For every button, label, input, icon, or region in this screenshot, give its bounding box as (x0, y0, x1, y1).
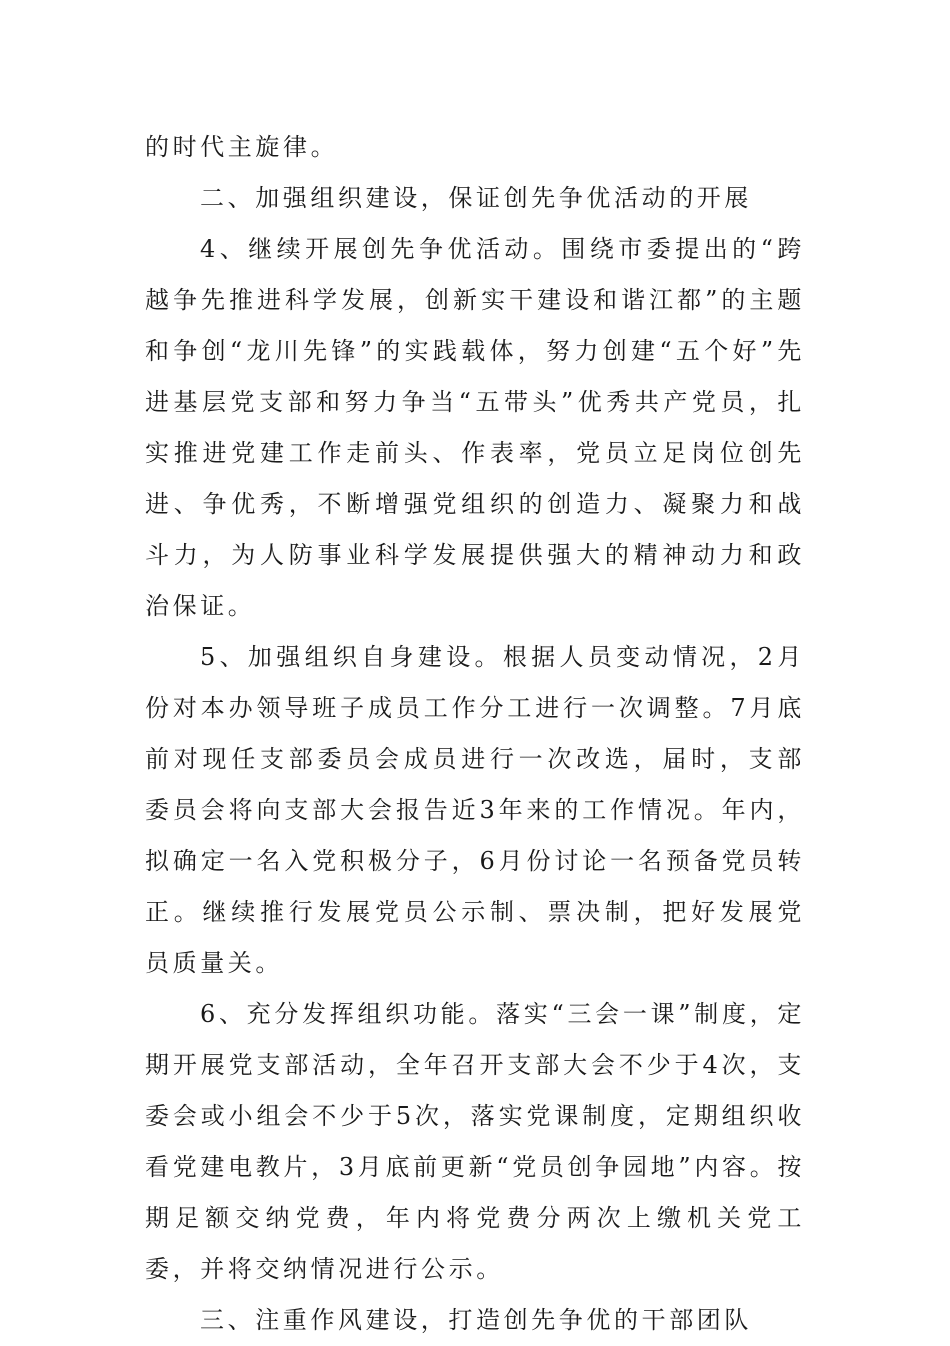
section-heading-2: 二、加强组织建设，保证创先争优活动的开展 (200, 184, 752, 212)
paragraph-item-4: 4、继续开展创先争优活动。围绕市委提出的“跨越争先推进科学发展，创新实干建设和谐江都”的主题和争创“龙川先锋”的实践载体，努力创建“五个好”先进基层党支部和努力争当“五带头”优秀共产党员，扎实推进党建工作走前头、作表率，党员立足岗位创先进、争优秀，不断增强党组织的创造力、凝聚力和战斗力，为人防事业科学发展提供强大的精神动力和政治保证。 (145, 235, 805, 620)
paragraph-continuation: 的时代主旋律。 (145, 133, 339, 161)
section-heading-3: 三、注重作风建设，打造创先争优的干部团队 (200, 1306, 752, 1334)
paragraph-item-5: 5、加强组织自身建设。根据人员变动情况，2月份对本办领导班子成员工作分工进行一次调整。7月底前对现任支部委员会成员进行一次改选，届时，支部委员会将向支部大会报告近3年来的工作情况。年内，拟确定一名入党积极分子，6月份讨论一名预备党员转正。继续推行发展党员公示制、票决制，把好发展党员质量关。 (145, 643, 805, 977)
document-body (145, 122, 805, 1346)
paragraph-item-6: 6、充分发挥组织功能。落实“三会一课”制度，定期开展党支部活动，全年召开支部大会不少于4次，支委会或小组会不少于5次，落实党课制度，定期组织收看党建电教片，3月底前更新“党员创争园地”内容。按期足额交纳党费，年内将党费分两次上缴机关党工委，并将交纳情况进行公示。 (145, 1000, 805, 1283)
